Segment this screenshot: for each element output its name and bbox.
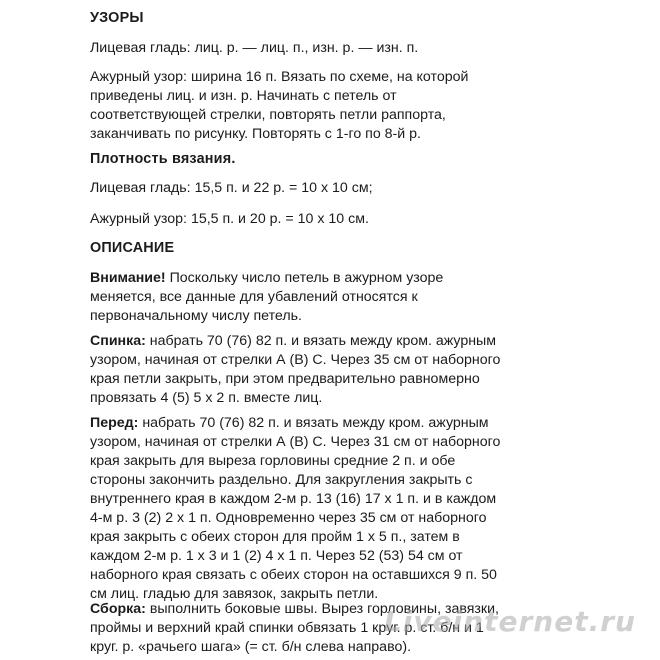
lace-line: соответствующей стрелки, повторять петли раппорта, [90, 107, 446, 123]
assembly-line: проймы и верхний край спинки обвязать 1 круг. р. ст. б/н и 1 [90, 620, 484, 636]
lace-line: Ажурный узор: ширина 16 п. Вязать по схеме, на которой [90, 69, 469, 85]
assembly-line: выполнить боковые швы. Вырез горловины, завязки, [145, 601, 499, 617]
back-line: края петли закрыть, при этом предварительно равномерно [90, 371, 480, 387]
attention-label: Внимание! [90, 270, 166, 286]
attention-line: первоначальному числу петель. [90, 308, 302, 324]
back-line: узором, начиная от стрелки А (В) С. Через 35 см от наборного [90, 352, 501, 368]
back-label: Спинка: [90, 333, 146, 349]
assembly-line: круг. р. «рачьего шага» (= ст. б/н слева направо). [90, 639, 412, 655]
attention-paragraph [90, 269, 630, 326]
front-line: см лиц. гладью для завязок, закрыть петли. [90, 586, 379, 602]
front-line: наборного края связать с обеих сторон на оставшихся 9 п. 50 [90, 567, 497, 583]
gauge-heading: Плотность вязания. [90, 151, 236, 167]
assembly-paragraph [90, 600, 630, 657]
front-line: края закрыть с обеих сторон для пройм 1 х 5 п., затем в [90, 529, 460, 545]
lace-pattern-text [90, 68, 630, 144]
front-line: края закрыть для выреза горловины средние 2 п. и обе [90, 453, 456, 469]
gauge-stockinette-text: Лицевая гладь: 15,5 п. и 22 р. = 10 х 10 см; [90, 180, 373, 196]
front-line: внутреннего края в каждом 2-м р. 13 (16) 17 х 1 п. и в каждом [90, 491, 497, 507]
watermark-logo: Liveinternet.ru [383, 605, 636, 638]
description-heading: ОПИСАНИЕ [90, 240, 175, 256]
back-paragraph [90, 332, 630, 408]
back-line: набрать 70 (76) 82 п. и вязать между кром. ажурным [145, 333, 497, 349]
attention-line: меняется, все данные для убавлений относятся к [90, 289, 418, 305]
front-line: 4-м р. 3 (2) 2 х 1 п. Одновременно через 35 см от наборного [90, 510, 487, 526]
attention-line: Поскольку число петель в ажурном узоре [165, 270, 444, 286]
front-line: набрать 70 (76) 82 п. и вязать между кром. ажурным [138, 415, 489, 431]
front-line: каждом 2-м р. 1 х 3 и 1 (2) 4 х 1 п. Через 52 (53) 54 см от [90, 548, 463, 564]
patterns-heading: УЗОРЫ [90, 10, 144, 26]
stockinette-pattern-text: Лицевая гладь: лиц. р. — лиц. п., изн. р. — изн. п. [90, 40, 419, 56]
gauge-lace-text: Ажурный узор: 15,5 п. и 20 р. = 10 х 10 см. [90, 211, 369, 227]
lace-line: заканчивать по рисунку. Повторять с 1-го по 8-й р. [90, 126, 421, 142]
assembly-label: Сборка: [90, 601, 146, 617]
back-line: провязать 4 (5) 5 х 2 п. вместе лиц. [90, 390, 323, 406]
lace-line: приведены лиц. и изн. р. Начинать с петель от [90, 88, 397, 104]
front-line: узором, начиная от стрелки А (В) С. Через 31 см от наборного [90, 434, 501, 450]
front-label: Перед: [90, 415, 139, 431]
front-paragraph [90, 414, 630, 604]
front-line: стороны закончить раздельно. Для закругления закрыть с [90, 472, 473, 488]
